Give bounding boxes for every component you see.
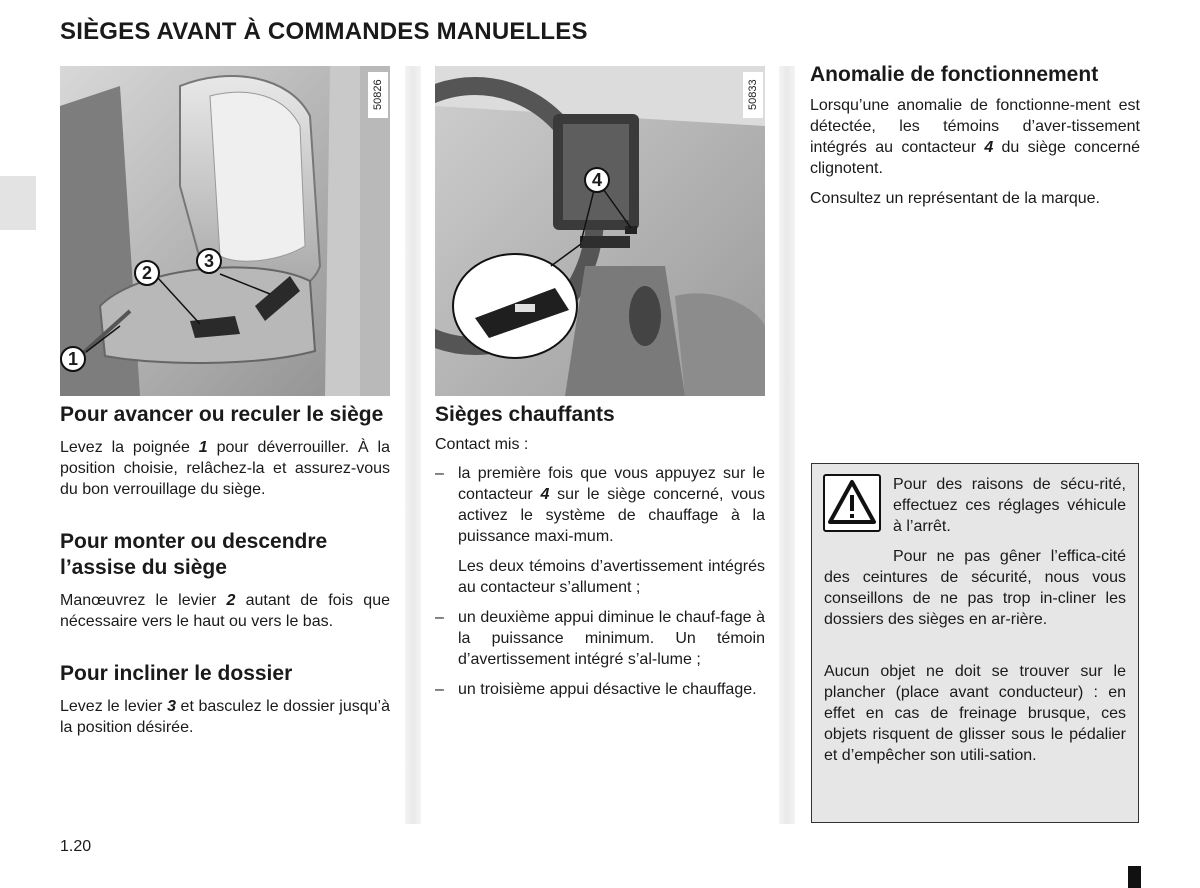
text: Levez le levier <box>60 698 168 715</box>
list-dash: – <box>435 609 444 626</box>
chapter-tab <box>0 176 36 230</box>
warning-text-1: Pour des raisons de sécu-rité, effectuez ces réglages véhicule à l’arrêt. <box>893 476 1126 535</box>
text: sur le siège concerné, vous activez le système de chauffage à la puissance maxi-mum. <box>458 486 766 545</box>
section-text-height <box>60 590 390 632</box>
section-title-malfunction: Anomalie de fonctionnement <box>810 63 1099 86</box>
column-1 <box>60 402 390 738</box>
column-3 <box>810 62 1140 209</box>
list-dash: – <box>435 465 444 482</box>
text: un deuxième appui diminue le chauf-fage à la puissance minimum. Un témoin d’avertissement intégré s’al-lume ; <box>458 609 765 668</box>
seat-illustration <box>60 66 390 396</box>
reference-number: 4 <box>984 139 994 156</box>
column-divider <box>779 66 795 824</box>
figure-code: 50826 <box>372 79 384 110</box>
text: un troisième appui désactive le chauffage. <box>458 681 757 698</box>
dashboard-illustration <box>435 66 765 396</box>
callout-1: 1 <box>60 346 86 372</box>
reference-number: 1 <box>198 439 208 456</box>
section-text-advance <box>60 437 390 500</box>
reference-number: 2 <box>226 592 236 609</box>
text: la première fois que vous appuyez sur le contacteur <box>458 465 765 503</box>
malfunction-advice: Consultez un représentant de la marque. <box>810 190 1100 207</box>
warning-text-2: Pour ne pas gêner l’effica-cité des ceintures de sécurité, nous vous conseillons de ne pas trop in-cliner les dossiers des sièges en ar-rière. <box>824 548 1126 628</box>
section-title-height: Pour monter ou descendre l’assise du siège <box>60 530 328 579</box>
reference-number: 4 <box>540 486 550 503</box>
text: Levez la poignée <box>60 439 199 456</box>
text: autant de fois que nécessaire vers le haut ou vers le bas. <box>60 592 391 630</box>
column-divider <box>405 66 421 824</box>
text: Lorsqu’une anomalie de fonctionne-ment est détectée, les témoins d’aver-tissement intégrés au contacteur <box>810 97 1140 156</box>
seat-controls-figure <box>60 66 390 396</box>
text: pour déverrouiller. À la position choisie, relâchez-la et assurez-vous du bon verrouillage du siège. <box>60 439 391 498</box>
list-item <box>435 607 765 670</box>
text: Manœuvrez le levier <box>60 592 227 609</box>
warning-triangle-icon <box>823 474 881 532</box>
text: et basculez le dossier jusqu’à la position désirée. <box>60 698 391 736</box>
heated-seat-switch-figure <box>435 66 765 396</box>
corner-mark <box>1128 866 1141 888</box>
heated-seats-intro: Contact mis : <box>435 436 529 453</box>
section-title-backrest: Pour incliner le dossier <box>60 662 293 685</box>
callout-3: 3 <box>196 248 222 274</box>
figure-code: 50833 <box>747 79 759 110</box>
column-2 <box>435 402 765 700</box>
section-text-backrest <box>60 696 390 738</box>
section-title-heated-seats: Sièges chauffants <box>435 403 615 426</box>
list-dash: – <box>435 681 444 698</box>
reference-number: 3 <box>167 698 176 715</box>
malfunction-text <box>810 95 1140 179</box>
page-title: SIÈGES AVANT À COMMANDES MANUELLES <box>60 18 588 45</box>
text: du siège concerné clignotent. <box>810 139 1141 177</box>
list-item <box>435 679 765 700</box>
warning-text-3: Aucun objet ne doit se trouver sur le plancher (place avant conducteur) : en effet en cas de freinage brusque, ces objets risquent de glisser sous le pédalier et d’empêcher son utili-sation. <box>824 663 1126 764</box>
page-number: 1.20 <box>60 838 92 855</box>
callout-2: 2 <box>134 260 160 286</box>
section-title-advance: Pour avancer ou reculer le siège <box>60 403 384 426</box>
callout-4: 4 <box>584 167 610 193</box>
text: Les deux témoins d’avertissement intégrés au contacteur s’allument ; <box>458 558 765 596</box>
list-item <box>435 463 765 598</box>
